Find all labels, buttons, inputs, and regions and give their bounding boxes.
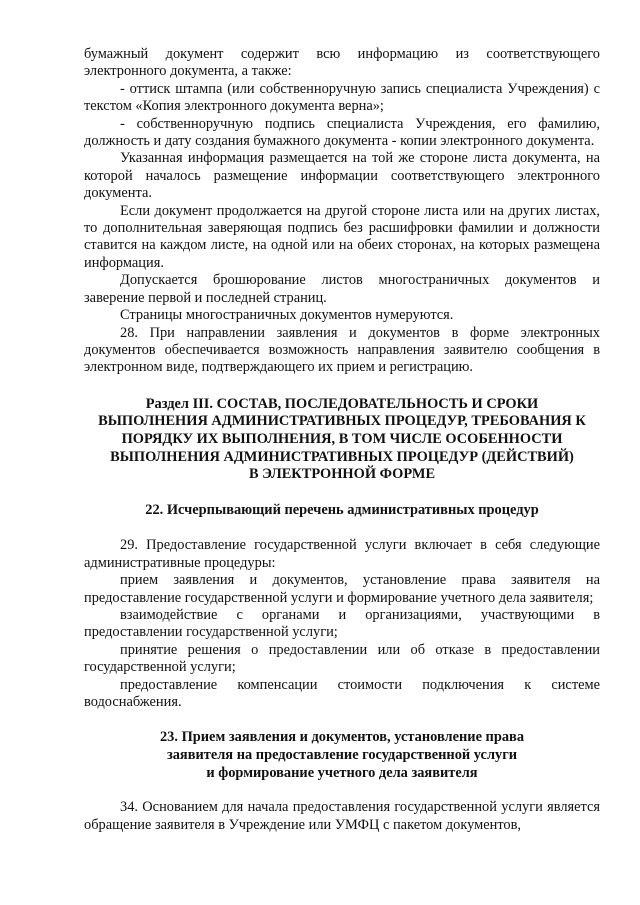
paragraph: Указанная информация размещается на той же стороне листа документа, на которой началось размещение информации соответствующего электронного документа.	[84, 150, 600, 202]
document-body	[84, 46, 600, 834]
section-heading-3	[84, 396, 600, 484]
paragraph: предоставление компенсации стоимости подключения к системе водоснабжения.	[84, 676, 600, 710]
paragraphs-bottom	[84, 799, 600, 834]
heading-line: и формирование учетного дела заявителя	[206, 764, 478, 781]
paragraph: Страницы многостраничных документов нумеруются.	[120, 307, 454, 324]
paragraph: прием заявления и документов, установление права заявителя на предоставление государственной услуги и формирование учетного дела заявителя;	[84, 572, 600, 606]
heading-line: 23. Прием заявления и документов, установление права	[159, 729, 525, 746]
paragraph: принятие решения о предоставлении или об отказе в предоставлении государственной услуги;	[84, 641, 600, 676]
heading-line: В ЭЛЕКТРОННОЙ ФОРМЕ	[248, 466, 436, 483]
paragraph: 28. При направлении заявления и документов в форме электронных документов обеспечивается возможность направления заявителю сообщения в электронном виде, подтверждающего их прием и регистрацию.	[84, 324, 600, 376]
paragraph: бумажный документ содержит всю информацию из соответствующего электронного документа, а также:	[84, 46, 600, 80]
paragraphs-mid	[84, 537, 600, 711]
paragraph: 34. Основанием для начала предоставления государственной услуги является обращение заявителя в Учреждение или УМФЦ с пакетом документов,	[84, 799, 600, 833]
heading-line: Раздел III. СОСТАВ, ПОСЛЕДОВАТЕЛЬНОСТЬ И СРОКИ	[145, 395, 539, 412]
heading-line: 22. Исчерпывающий перечень административных процедур	[145, 501, 539, 518]
heading-line: ВЫПОЛНЕНИЯ АДМИНИСТРАТИВНЫХ ПРОЦЕДУР, ТРЕБОВАНИЯ К	[98, 413, 586, 430]
heading-line: ПОРЯДКУ ИХ ВЫПОЛНЕНИЯ, В ТОМ ЧИСЛЕ ОСОБЕННОСТИ	[121, 430, 563, 447]
heading-line: заявителя на предоставление государственной услуги	[166, 746, 518, 763]
paragraph: - собственноручную подпись специалиста Учреждения, его фамилию, должность и дату создания бумажного документа - копии электронного документа.	[84, 115, 600, 150]
paragraphs-top	[84, 46, 600, 377]
paragraph: - оттиск штампа (или собственноручную запись специалиста Учреждения) с текстом «Копия электронного документа верна»;	[84, 80, 600, 115]
heading-line: ВЫПОЛНЕНИЯ АДМИНИСТРАТИВНЫХ ПРОЦЕДУР (ДЕЙСТВИЙ)	[110, 448, 574, 465]
subsection-heading-23	[84, 729, 600, 782]
paragraph: 29. Предоставление государственной услуги включает в себя следующие административные процедуры:	[84, 537, 600, 571]
subsection-heading-22	[84, 502, 600, 520]
paragraph: Допускается брошюрование листов многостраничных документов и заверение первой и последней страниц.	[84, 272, 600, 306]
paragraph: Если документ продолжается на другой стороне листа или на других листах, то дополнительная заверяющая подпись без расшифровки фамилии и должности ставится на каждом листе, на одной или на обеих сторонах, на которых размещена информация.	[84, 202, 600, 271]
paragraph: взаимодействие с органами и организациями, участвующими в предоставлении государственной услуги;	[84, 606, 600, 641]
